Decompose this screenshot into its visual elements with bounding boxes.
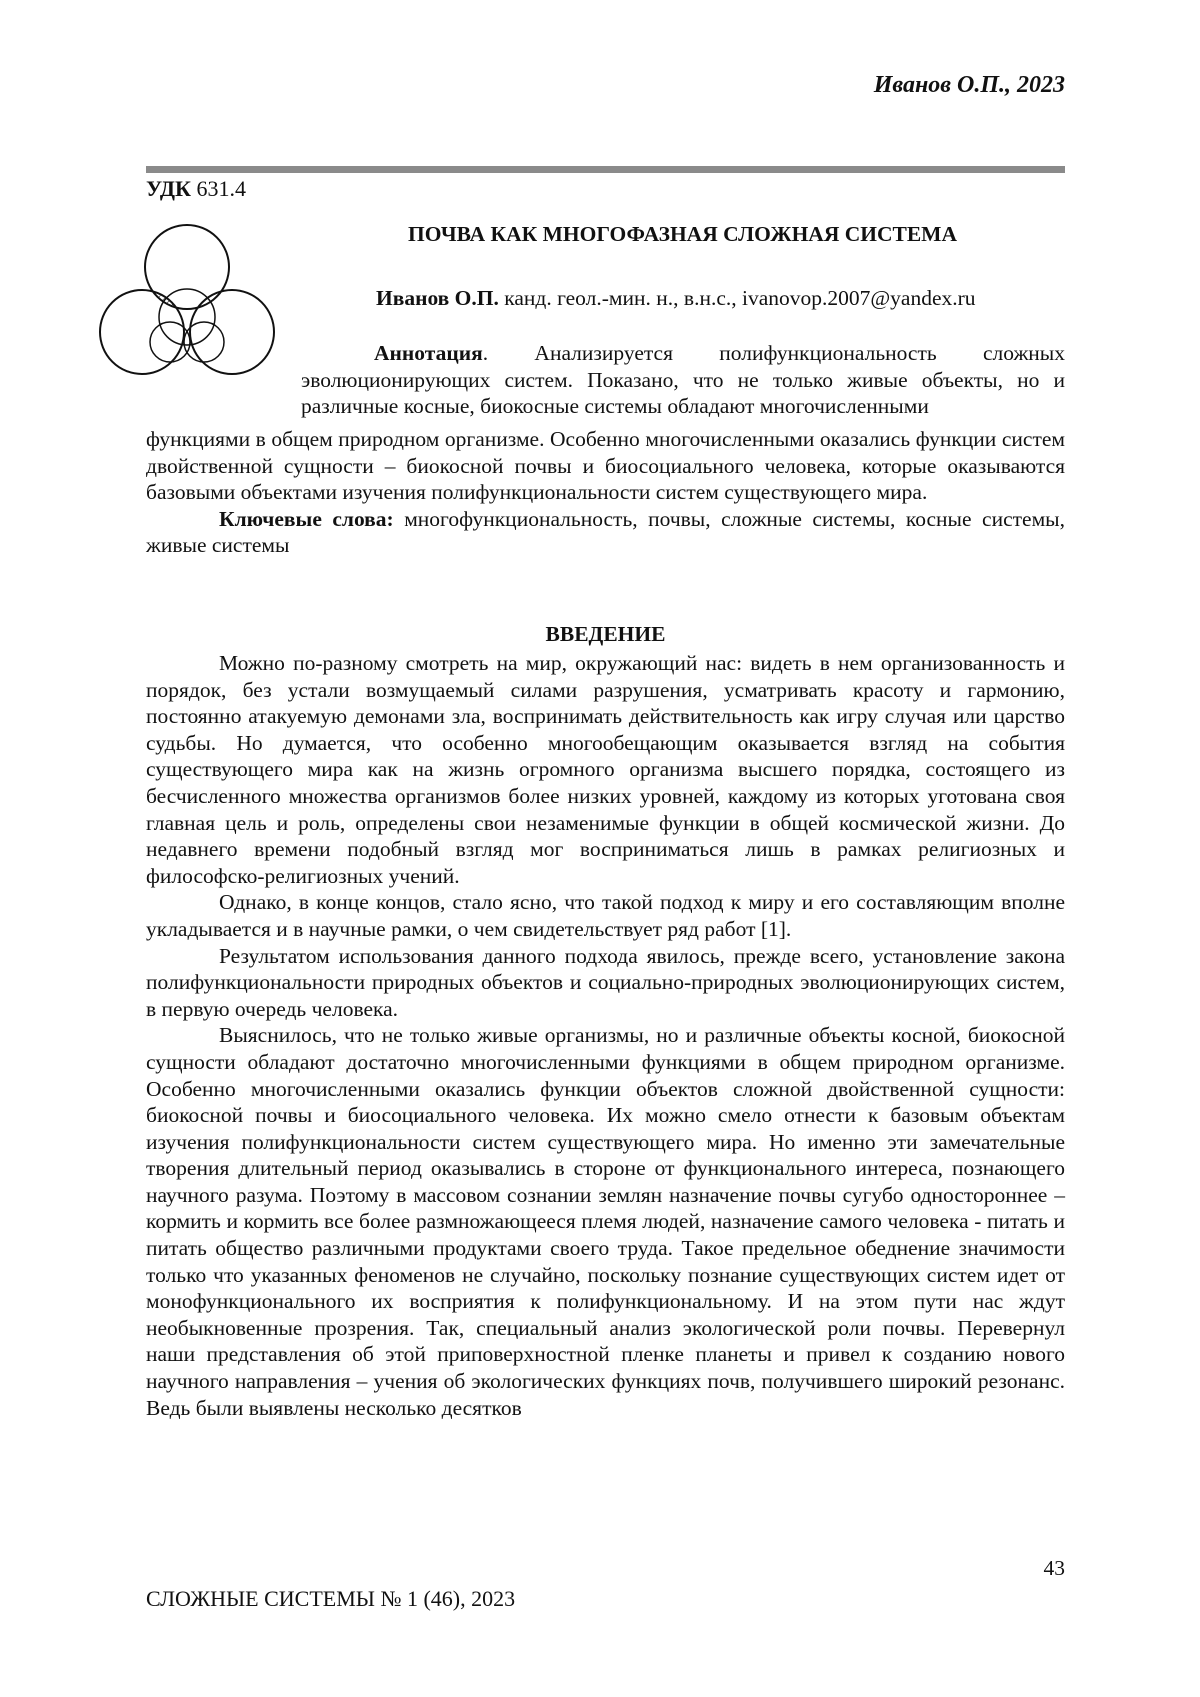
- udk-line: [146, 176, 246, 202]
- abstract-text-rest: функциями в общем природном организме. Особенно многочисленными оказались функции систем двойственной сущности – биокосной почвы и биосоциального человека, которые оказываются базовыми объектами изучения полифункциональности систем существующего мира.: [146, 427, 1065, 505]
- journal-logo-icon: [92, 222, 282, 382]
- article-title: ПОЧВА КАК МНОГОФАЗНАЯ СЛОЖНАЯ СИСТЕМА: [407, 222, 958, 246]
- abstract-block-bottom: [146, 426, 1065, 559]
- intro-paragraph-4: Выяснилось, что не только живые организмы, но и различные объекты косной, биокосной сущности обладают достаточно многочисленными функциями в общем природном организме. Особенно многочисленными оказались функции объектов сложной двойственной сущности: биокосной почвы и биосоциального человека. Их можно смело отнести к базовым объектам изучения полифункциональности систем существующего мира. Но именно эти замечательные творения длительный период оказывались в стороне от функционального интереса, познающего научного разума. Поэтому в массовом сознании землян назначение почвы сугубо одностороннее – кормить и кормить все более размножающееся племя людей, назначение самого человека - питать и питать общество различными продуктами своего труда. Такое предельное обеднение значимости только что указанных феноменов не случайно, поскольку познание существующих систем идет от монофункционального их восприятия к полифункциональному. И на этом пути нас ждут необыкновенные прозрения. Так, специальный анализ экологической роли почвы. Перевернул наши представления об этой приповерхностной пленке планеты и привел к созданию нового научного направления – учения об экологических функциях почв, получившего широкий резонанс. Ведь были выявлены несколько десятков: [146, 1023, 1065, 1420]
- section-heading-intro: ВВЕДЕНИЕ: [545, 622, 666, 646]
- keywords-line: [146, 506, 1065, 559]
- author-line: [376, 286, 976, 311]
- running-head: Иванов О.П., 2023: [873, 72, 1065, 98]
- intro-paragraph-3: Результатом использования данного подхода явилось, прежде всего, установление закона полифункциональности природных объектов и социально-природных эволюционирующих систем, в первую очередь человека.: [146, 943, 1065, 1021]
- author-details: канд. геол.-мин. н., в.н.с., ivanovop.2007@yandex.ru: [498, 286, 976, 310]
- udk-value: 631.4: [191, 176, 247, 201]
- abstract-block-top: [301, 340, 1065, 420]
- keywords-label: Ключевые слова:: [219, 506, 394, 531]
- abstract-label: Аннотация: [374, 341, 483, 365]
- author-name: Иванов О.П.: [376, 286, 499, 310]
- intro-body: [146, 650, 1065, 1421]
- intro-paragraph-2: Однако, в конце концов, стало ясно, что такой подход к миру и его составляющим вполне укладывается и в научные рамки, о чем свидетельствует ряд работ [1].: [146, 890, 1065, 941]
- journal-footer: СЛОЖНЫЕ СИСТЕМЫ № 1 (46), 2023: [146, 1586, 516, 1611]
- header-rule: [146, 166, 1065, 173]
- udk-label: УДК: [146, 176, 192, 201]
- page-number: 43: [1043, 1556, 1065, 1580]
- abstract-text-top: . Анализируется полифункциональность сложных эволюционирующих систем. Показано, что не только живые объекты, но и различные косные, биокосные системы обладают многочисленными: [301, 341, 1065, 419]
- keywords-text: многофункциональность, почвы, сложные системы, косные системы, живые системы: [146, 506, 1065, 558]
- intro-paragraph-1: Можно по-разному смотреть на мир, окружающий нас: видеть в нем организованность и порядок, без устали возмущаемый силами разрушения, усматривать красоту и гармонию, постоянно атакуемую демонами зла, воспринимать действительность как игру случая или царство судьбы. Но думается, что особенно многообещающим оказывается взгляд на события существующего мира как на жизнь огромного организма высшего порядка, состоящего из бесчисленного множества организмов более низких уровней, каждому из которых уготована своя главная цель и роль, определены свои незаменимые функции в общей космической жизни. До недавнего времени подобный взгляд мог восприниматься лишь в рамках религиозных и философско-религиозных учений.: [146, 651, 1065, 888]
- abstract-first-lines: [301, 340, 1065, 420]
